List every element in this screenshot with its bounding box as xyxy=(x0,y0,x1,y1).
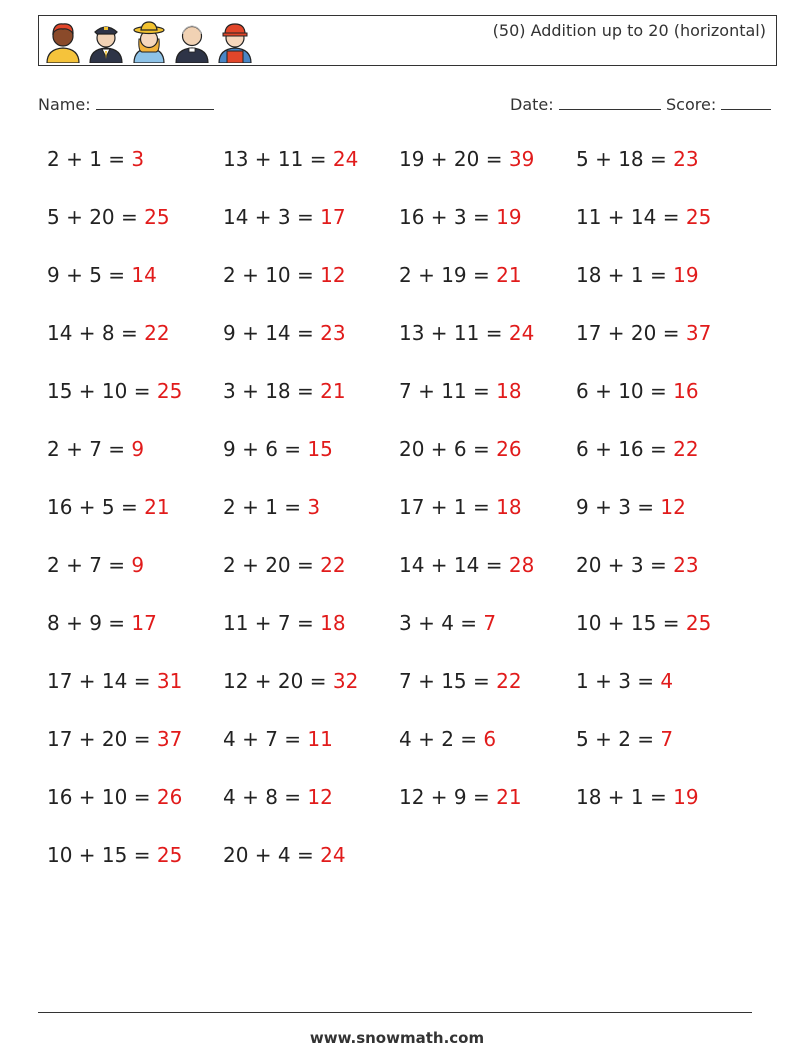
problem-expression: 18 + 1 = xyxy=(576,785,674,809)
problem-item xyxy=(576,263,699,287)
problem-expression: 13 + 11 = xyxy=(399,321,509,345)
problem-expression: 14 + 8 = xyxy=(47,321,145,345)
problem-item xyxy=(576,147,699,171)
name-blank[interactable] xyxy=(96,93,214,110)
problem-expression: 5 + 2 = xyxy=(576,727,661,751)
problem-answer: 25 xyxy=(144,205,170,229)
problem-answer: 21 xyxy=(496,785,522,809)
priest-avatar-icon xyxy=(173,19,211,63)
problem-item xyxy=(47,147,144,171)
problem-expression: 19 + 20 = xyxy=(399,147,509,171)
problem-item xyxy=(47,843,182,867)
problem-item xyxy=(223,553,346,577)
problem-expression: 18 + 1 = xyxy=(576,263,674,287)
problem-item xyxy=(47,727,182,751)
problem-expression: 9 + 3 = xyxy=(576,495,661,519)
problem-answer: 19 xyxy=(673,263,699,287)
problem-expression: 17 + 1 = xyxy=(399,495,497,519)
problem-item xyxy=(223,611,346,635)
problem-item xyxy=(223,263,346,287)
problem-item xyxy=(223,437,333,461)
problem-item xyxy=(47,321,170,345)
problem-item xyxy=(47,437,144,461)
problem-item xyxy=(47,495,170,519)
problem-answer: 24 xyxy=(332,147,359,171)
problem-expression: 11 + 7 = xyxy=(223,611,321,635)
worker-avatar-icon xyxy=(216,19,254,63)
score-label: Score: xyxy=(666,95,717,114)
problem-answer: 39 xyxy=(508,147,535,171)
problem-answer: 4 xyxy=(660,669,674,693)
problem-expression: 13 + 11 = xyxy=(223,147,333,171)
problem-answer: 25 xyxy=(685,205,712,229)
problem-answer: 15 xyxy=(307,437,333,461)
problem-item xyxy=(576,437,699,461)
problem-answer: 24 xyxy=(508,321,535,345)
date-blank[interactable] xyxy=(559,93,661,110)
problem-item xyxy=(47,205,170,229)
problem-answer: 22 xyxy=(144,321,170,345)
problem-expression: 16 + 5 = xyxy=(47,495,145,519)
problem-answer: 12 xyxy=(320,263,346,287)
problem-item xyxy=(399,611,496,635)
problem-answer: 7 xyxy=(660,727,674,751)
problem-answer: 32 xyxy=(332,669,359,693)
problem-expression: 15 + 10 = xyxy=(47,379,157,403)
problem-answer: 19 xyxy=(673,785,699,809)
problem-expression: 17 + 20 = xyxy=(576,321,686,345)
problem-item xyxy=(47,379,182,403)
problem-answer: 23 xyxy=(673,553,699,577)
problem-answer: 3 xyxy=(307,495,321,519)
problem-item xyxy=(399,263,522,287)
problem-expression: 2 + 19 = xyxy=(399,263,497,287)
problem-answer: 26 xyxy=(156,785,183,809)
problem-expression: 2 + 10 = xyxy=(223,263,321,287)
problem-expression: 9 + 14 = xyxy=(223,321,321,345)
problem-answer: 7 xyxy=(483,611,497,635)
problem-item xyxy=(576,611,711,635)
problem-item xyxy=(576,205,711,229)
problem-expression: 3 + 4 = xyxy=(399,611,484,635)
problem-expression: 16 + 3 = xyxy=(399,205,497,229)
farmer-girl-avatar-icon xyxy=(130,19,168,63)
problem-answer: 23 xyxy=(673,147,699,171)
avatar-strip xyxy=(44,19,254,63)
problem-answer: 3 xyxy=(131,147,145,171)
problem-expression: 5 + 20 = xyxy=(47,205,145,229)
problem-expression: 6 + 10 = xyxy=(576,379,674,403)
problem-item xyxy=(47,669,182,693)
problem-answer: 22 xyxy=(320,553,346,577)
problem-item xyxy=(399,147,534,171)
problem-answer: 18 xyxy=(496,379,522,403)
problem-expression: 12 + 20 = xyxy=(223,669,333,693)
problem-answer: 25 xyxy=(685,611,712,635)
problem-item xyxy=(47,553,144,577)
problem-item xyxy=(47,785,182,809)
problem-answer: 21 xyxy=(496,263,522,287)
problem-answer: 19 xyxy=(496,205,522,229)
problem-expression: 9 + 5 = xyxy=(47,263,132,287)
problem-expression: 2 + 20 = xyxy=(223,553,321,577)
problem-expression: 7 + 11 = xyxy=(399,379,497,403)
problem-answer: 9 xyxy=(131,553,145,577)
problem-answer: 6 xyxy=(483,727,497,751)
name-field[interactable] xyxy=(38,93,214,114)
footer-url: www.snowmath.com xyxy=(309,1029,485,1047)
problem-answer: 26 xyxy=(496,437,522,461)
problem-answer: 18 xyxy=(320,611,346,635)
problem-item xyxy=(576,495,686,519)
problem-expression: 2 + 7 = xyxy=(47,437,132,461)
problem-expression: 14 + 14 = xyxy=(399,553,509,577)
problem-expression: 4 + 2 = xyxy=(399,727,484,751)
problem-answer: 9 xyxy=(131,437,145,461)
problem-expression: 17 + 20 = xyxy=(47,727,157,751)
problem-item xyxy=(223,379,346,403)
problem-item xyxy=(223,785,333,809)
problem-answer: 31 xyxy=(156,669,183,693)
problem-answer: 16 xyxy=(673,379,699,403)
problem-item xyxy=(399,495,522,519)
problem-item xyxy=(576,669,673,693)
problem-answer: 22 xyxy=(673,437,699,461)
problem-item xyxy=(223,843,346,867)
problem-expression: 17 + 14 = xyxy=(47,669,157,693)
problem-answer: 25 xyxy=(156,379,183,403)
problem-answer: 12 xyxy=(307,785,333,809)
problem-answer: 23 xyxy=(320,321,346,345)
problem-expression: 1 + 3 = xyxy=(576,669,661,693)
footer-divider xyxy=(38,1012,752,1013)
problem-answer: 18 xyxy=(496,495,522,519)
problem-answer: 22 xyxy=(496,669,522,693)
problem-item xyxy=(576,379,699,403)
problem-expression: 2 + 7 = xyxy=(47,553,132,577)
problem-expression: 2 + 1 = xyxy=(223,495,308,519)
problem-item xyxy=(399,727,496,751)
problem-expression: 3 + 18 = xyxy=(223,379,321,403)
problem-item xyxy=(399,437,522,461)
problem-item xyxy=(47,263,157,287)
problem-expression: 8 + 9 = xyxy=(47,611,132,635)
problem-item xyxy=(223,727,333,751)
problem-answer: 17 xyxy=(320,205,346,229)
problem-expression: 11 + 14 = xyxy=(576,205,686,229)
problem-item xyxy=(399,205,522,229)
problem-expression: 7 + 15 = xyxy=(399,669,497,693)
problem-expression: 20 + 4 = xyxy=(223,843,321,867)
date-field[interactable] xyxy=(510,93,661,114)
worksheet-header xyxy=(38,15,777,66)
pilot-avatar-icon xyxy=(87,19,125,63)
boy-avatar-icon xyxy=(44,19,82,63)
score-field[interactable] xyxy=(666,93,771,114)
problem-answer: 37 xyxy=(156,727,183,751)
score-blank[interactable] xyxy=(721,93,771,110)
problem-expression: 20 + 3 = xyxy=(576,553,674,577)
problem-answer: 21 xyxy=(320,379,346,403)
problem-item xyxy=(576,727,673,751)
problem-item xyxy=(399,553,534,577)
problem-expression: 12 + 9 = xyxy=(399,785,497,809)
problem-answer: 24 xyxy=(320,843,346,867)
problem-expression: 4 + 7 = xyxy=(223,727,308,751)
problem-item xyxy=(576,321,711,345)
problem-item xyxy=(223,669,358,693)
problem-expression: 10 + 15 = xyxy=(47,843,157,867)
problem-answer: 14 xyxy=(131,263,157,287)
problem-item xyxy=(576,785,699,809)
problem-item xyxy=(399,321,534,345)
problem-expression: 2 + 1 = xyxy=(47,147,132,171)
problem-expression: 6 + 16 = xyxy=(576,437,674,461)
problem-item xyxy=(399,785,522,809)
problem-item xyxy=(576,553,699,577)
problem-expression: 5 + 18 = xyxy=(576,147,674,171)
problem-expression: 9 + 6 = xyxy=(223,437,308,461)
problem-answer: 28 xyxy=(508,553,535,577)
problem-expression: 10 + 15 = xyxy=(576,611,686,635)
problem-expression: 20 + 6 = xyxy=(399,437,497,461)
problem-answer: 25 xyxy=(156,843,183,867)
problem-item xyxy=(399,379,522,403)
problem-answer: 37 xyxy=(685,321,712,345)
problem-answer: 21 xyxy=(144,495,170,519)
date-label: Date: xyxy=(510,95,554,114)
problem-answer: 17 xyxy=(131,611,157,635)
problem-expression: 4 + 8 = xyxy=(223,785,308,809)
problem-expression: 14 + 3 = xyxy=(223,205,321,229)
problem-item xyxy=(223,321,346,345)
problem-answer: 11 xyxy=(307,727,333,751)
problem-expression: 16 + 10 = xyxy=(47,785,157,809)
problem-item xyxy=(399,669,522,693)
problem-item xyxy=(223,147,358,171)
problem-item xyxy=(223,205,346,229)
problem-item xyxy=(223,495,320,519)
name-label: Name: xyxy=(38,95,91,114)
problem-answer: 12 xyxy=(660,495,686,519)
problem-item xyxy=(47,611,157,635)
worksheet-title: (50) Addition up to 20 (horizontal) xyxy=(492,21,766,40)
